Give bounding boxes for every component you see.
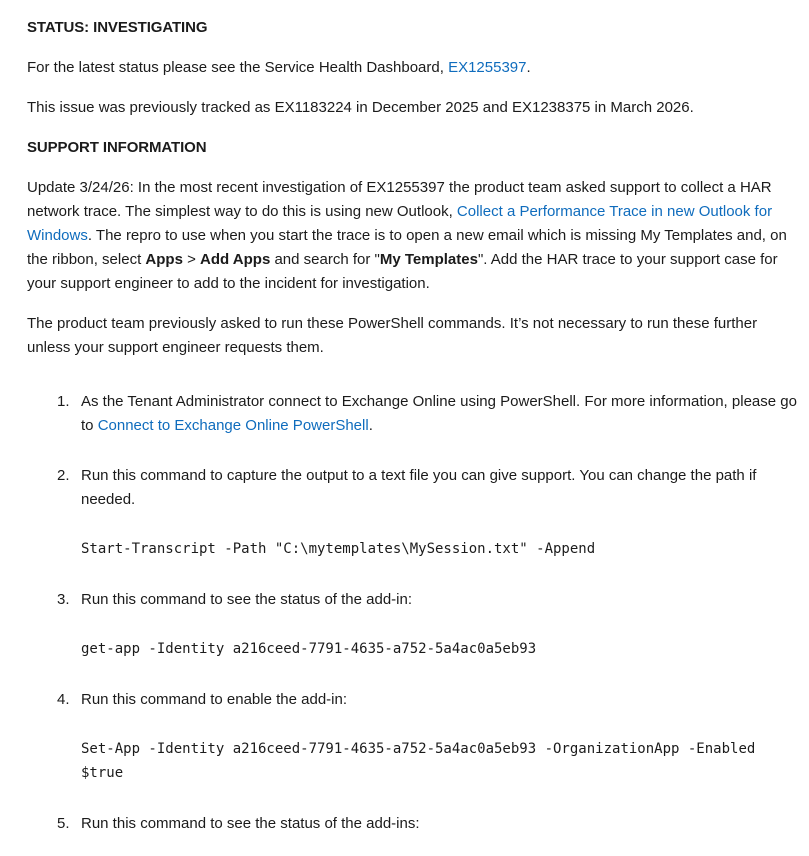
step-number: 2. <box>57 467 70 484</box>
connect-exchange-link[interactable]: Connect to Exchange Online PowerShell <box>97 417 369 434</box>
list-item <box>27 588 797 661</box>
update-text-4: ". Add the HAR trace to your support case for your support engineer to add to the incident for investigation. <box>27 251 778 292</box>
step-text: Run this command to see the status of the add-in: <box>81 591 413 608</box>
step-text: Run this command to capture the output to a text file you can give support. You can change the path if needed. <box>81 467 757 508</box>
update-text-2: . The repro to use when you start the trace is to open a new email which is missing My Templates and, on the ribbon, select <box>27 227 787 268</box>
my-templates-label: My Templates <box>379 251 478 268</box>
step-text: Run this command to see the status of the add-ins: <box>81 815 420 832</box>
performance-trace-link[interactable]: Collect a Performance Trace in new Outlook for Windows <box>27 203 773 244</box>
list-item <box>27 390 797 438</box>
support-heading: SUPPORT INFORMATION <box>27 139 207 156</box>
step-text: Run this command to enable the add-in: <box>81 691 347 708</box>
powershell-intro-paragraph: The product team previously asked to run these PowerShell commands. It’s not necessary to run these further unless your support engineer requests them. <box>27 315 758 356</box>
code-block: Start-Transcript -Path "C:\mytemplates\MySession.txt" -Append <box>81 541 596 557</box>
status-heading: STATUS: INVESTIGATING <box>27 19 208 36</box>
step-number: 1. <box>57 393 70 410</box>
service-health-link[interactable]: EX1255397 <box>448 59 527 76</box>
steps-list <box>27 390 797 836</box>
step-number: 5. <box>57 815 70 832</box>
update-text-1: Update 3/24/26: In the most recent investigation of EX1255397 the product team asked support to collect a HAR network trace. The simplest way to do this is using new Outlook, <box>27 179 772 220</box>
apps-label: Apps <box>145 251 183 268</box>
add-apps-label: Add Apps <box>200 251 271 268</box>
menu-separator: > <box>182 251 201 268</box>
step-number: 4. <box>57 691 70 708</box>
step-number: 3. <box>57 591 70 608</box>
update-text-3: and search for " <box>270 251 380 268</box>
latest-status-paragraph <box>27 56 797 80</box>
list-item <box>27 688 797 785</box>
step-text: As the Tenant Administrator connect to Exchange Online using PowerShell. For more information, please go to <box>81 393 797 434</box>
step-suffix: . <box>368 417 373 434</box>
update-paragraph <box>27 176 797 296</box>
code-block: get-app -Identity a216ceed-7791-4635-a752-5a4ac0a5eb93 <box>81 641 537 657</box>
latest-status-text: For the latest status please see the Service Health Dashboard, <box>27 59 449 76</box>
list-item <box>27 812 797 836</box>
list-item <box>27 464 797 561</box>
latest-status-suffix: . <box>526 59 531 76</box>
code-block: Set-App -Identity a216ceed-7791-4635-a752-5a4ac0a5eb93 -OrganizationApp -Enabled $true <box>81 741 756 781</box>
previously-tracked-paragraph: This issue was previously tracked as EX1183224 in December 2025 and EX1238375 in March 2026. <box>27 99 694 116</box>
